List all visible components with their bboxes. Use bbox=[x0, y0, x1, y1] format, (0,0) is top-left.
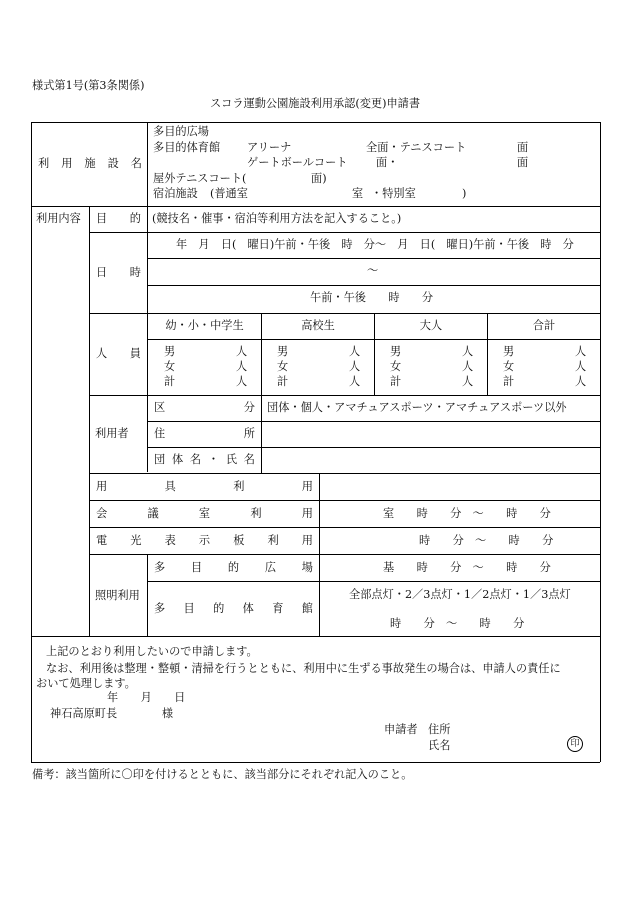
application-date[interactable]: 年 月 日 bbox=[107, 691, 186, 704]
facility-lodging-special[interactable]: ・特別室 bbox=[371, 187, 416, 200]
facility-lodging-standard[interactable]: (普通室 bbox=[210, 187, 248, 200]
datetime-row-2[interactable]: ～ bbox=[367, 264, 379, 277]
lighting-gym-options[interactable]: 全部点灯・2／3点灯・1／2点灯・1／3点灯 bbox=[349, 588, 571, 601]
lighting-field-time[interactable]: 基 時 分 ～ 時 分 bbox=[383, 561, 551, 574]
people-unit[interactable]: 人 bbox=[349, 360, 361, 373]
address-label: 住 所 bbox=[154, 427, 255, 440]
people-row-male-label: 男 bbox=[390, 345, 402, 358]
people-row-total-label: 計 bbox=[277, 375, 289, 388]
meeting-room-time[interactable]: 室 時 分 ～ 時 分 bbox=[383, 507, 551, 520]
user-type-options[interactable]: 団体・個人・アマチュアスポーツ・アマチュアスポーツ以外 bbox=[267, 401, 567, 414]
facility-outdoor-tennis[interactable]: 屋外テニスコート( bbox=[153, 172, 247, 185]
form-number: 様式第1号(第3条関係) bbox=[32, 79, 145, 92]
equipment-field[interactable] bbox=[322, 476, 598, 498]
facility-gateball[interactable]: ゲートボールコート bbox=[247, 156, 348, 169]
meeting-room-label: 会 議 室 利 用 bbox=[96, 507, 313, 520]
applicant-label: 申請者 bbox=[384, 723, 418, 736]
people-header-total: 合計 bbox=[532, 319, 556, 332]
people-unit[interactable]: 人 bbox=[349, 345, 361, 358]
people-row-total-label: 計 bbox=[164, 375, 176, 388]
people-header-adults: 大人 bbox=[419, 319, 443, 332]
lighting-label: 照明利用 bbox=[95, 589, 140, 602]
people-row-female-label: 女 bbox=[503, 360, 515, 373]
datetime-row-1[interactable]: 年 月 日( 曜日)午前・午後 時 分～ 月 日( 曜日)午前・午後 時 分 bbox=[176, 238, 574, 251]
facility-gateball-unit: 面・ bbox=[376, 156, 399, 169]
group-name-field[interactable] bbox=[264, 449, 598, 471]
people-unit[interactable]: 人 bbox=[349, 375, 361, 388]
people-unit[interactable]: 人 bbox=[462, 345, 474, 358]
facility-court-unit: 面 bbox=[517, 141, 529, 154]
lighting-field-label: 多 目 的 広 場 bbox=[154, 561, 313, 574]
applicant-name-label[interactable]: 氏名 bbox=[428, 739, 451, 752]
people-unit[interactable]: 人 bbox=[236, 375, 248, 388]
scoreboard-time[interactable]: 時 分 ～ 時 分 bbox=[419, 534, 554, 547]
declaration-line-3: おいて処理します。 bbox=[36, 677, 136, 690]
people-row-female-label: 女 bbox=[277, 360, 289, 373]
facility-gym[interactable]: 多目的体育館 bbox=[153, 141, 221, 154]
people-header-highschool: 高校生 bbox=[301, 319, 335, 332]
facility-outdoor-tennis-unit: 面) bbox=[311, 172, 327, 185]
applicant-address-label[interactable]: 住所 bbox=[428, 723, 451, 736]
people-unit[interactable]: 人 bbox=[462, 360, 474, 373]
purpose-note[interactable]: (競技名・催事・宿泊等利用方法を記入すること。) bbox=[152, 212, 402, 225]
declaration-line-1: 上記のとおり利用したいので申請します。 bbox=[46, 645, 258, 658]
people-unit[interactable]: 人 bbox=[575, 360, 587, 373]
footer-note: 備考：該当箇所に〇印を付けるとともに、該当部分にそれぞれ記入のこと。 bbox=[32, 768, 413, 781]
group-name-label: 団 体 名 ・ 氏 名 bbox=[154, 453, 255, 466]
facility-arena[interactable]: アリーナ bbox=[247, 141, 292, 154]
people-row-female-label: 女 bbox=[390, 360, 402, 373]
address-field[interactable] bbox=[264, 423, 598, 445]
people-row-male-label: 男 bbox=[277, 345, 289, 358]
people-row-total-label: 計 bbox=[390, 375, 402, 388]
people-row-female-label: 女 bbox=[164, 360, 176, 373]
scoreboard-label: 電 光 表 示 板 利 用 bbox=[96, 534, 313, 547]
facility-lodging[interactable]: 宿泊施設 bbox=[153, 187, 198, 200]
facility-tennis-court-option[interactable]: 全面・テニスコート bbox=[366, 141, 467, 154]
people-unit[interactable]: 人 bbox=[462, 375, 474, 388]
people-row-male-label: 男 bbox=[503, 345, 515, 358]
addressee: 神石高原町長 様 bbox=[50, 707, 174, 720]
user-label: 利用者 bbox=[95, 427, 129, 440]
facility-gateball-unit-2: 面 bbox=[517, 156, 529, 169]
people-unit[interactable]: 人 bbox=[575, 375, 587, 388]
facility-label: 利 用 施 設 名 bbox=[38, 157, 142, 170]
facility-lodging-close: ) bbox=[462, 187, 467, 200]
facility-multipurpose-field[interactable]: 多目的広場 bbox=[153, 125, 209, 138]
lighting-gym-label: 多 目 的 体 育 館 bbox=[154, 602, 313, 615]
seal-mark: 印 bbox=[567, 736, 583, 752]
people-unit[interactable]: 人 bbox=[236, 360, 248, 373]
people-header-children: 幼・小・中学生 bbox=[165, 319, 244, 332]
people-row-male-label: 男 bbox=[164, 345, 176, 358]
people-label: 人 員 bbox=[96, 347, 141, 360]
declaration-line-2: なお、利用後は整理・整頓・清掃を行うとともに、利用中に生ずる事故発生の場合は、申請人の責任に bbox=[46, 662, 561, 675]
form-title: スコラ運動公園施設利用承認(変更)申請書 bbox=[209, 97, 421, 110]
people-unit[interactable]: 人 bbox=[575, 345, 587, 358]
lighting-gym-time[interactable]: 時 分 ～ 時 分 bbox=[390, 617, 525, 630]
purpose-label: 目 的 bbox=[96, 212, 141, 225]
people-row-total-label: 計 bbox=[503, 375, 515, 388]
facility-lodging-room-unit: 室 bbox=[352, 187, 364, 200]
people-unit[interactable]: 人 bbox=[236, 345, 248, 358]
datetime-label: 日 時 bbox=[96, 266, 141, 279]
usage-label: 利用内容 bbox=[36, 212, 81, 225]
datetime-row-3[interactable]: 午前・午後 時 分 bbox=[310, 291, 434, 304]
equipment-label: 用 具 利 用 bbox=[96, 480, 313, 493]
user-type-label: 区 分 bbox=[154, 401, 255, 414]
